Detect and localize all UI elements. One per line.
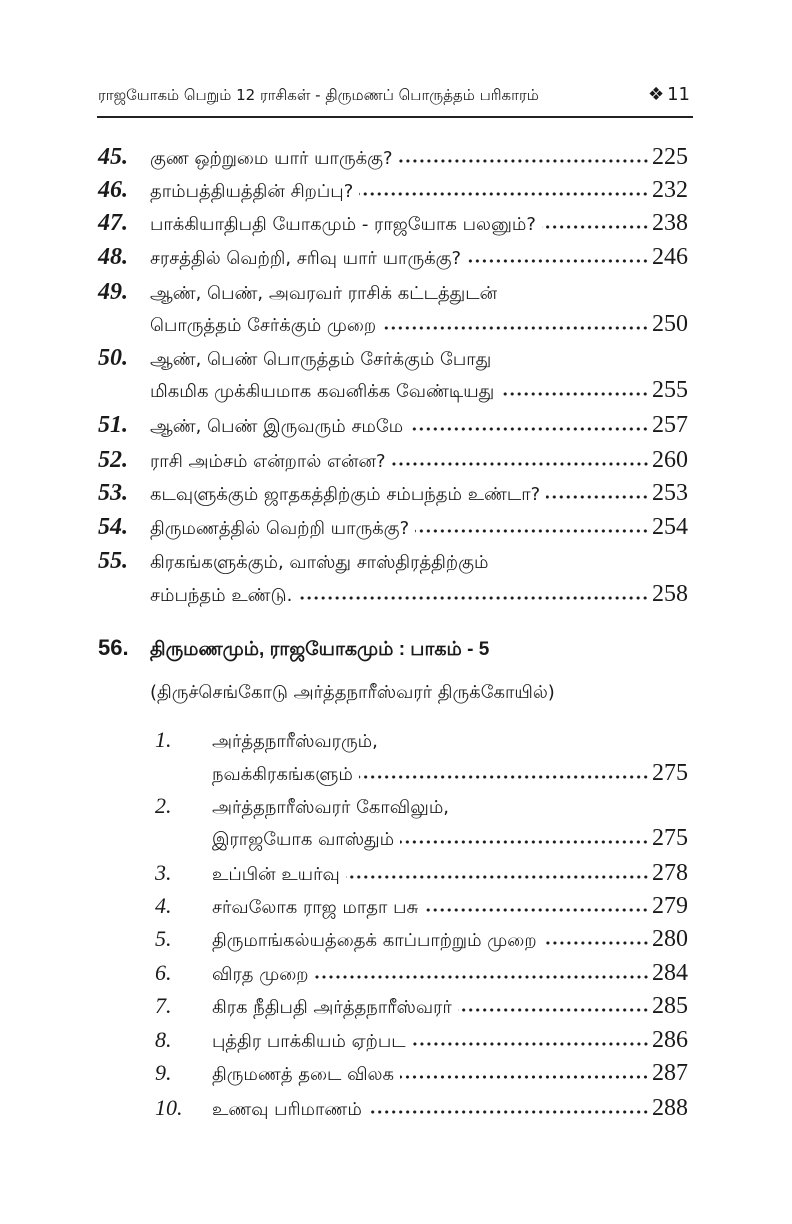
toc-subentry [155,1023,688,1057]
subentry-number: 5. [155,926,172,951]
entry-title: தாம்பத்தியத்தின் சிறப்பு? [150,181,354,202]
subentry-page: 285 [652,993,688,1019]
subentry-number: 9. [155,1060,172,1085]
entry-title: ராசி அம்சம் என்றால் என்ன? [150,451,386,472]
subentry-number: 3. [155,860,172,885]
toc-subentry-continuation [155,756,688,790]
toc-entry [98,275,688,309]
dot-leader [458,1007,649,1013]
subentry-page: 286 [652,1027,688,1053]
subentry-page: 275 [652,760,688,786]
dot-leader [542,224,649,230]
entry-page: 250 [652,311,688,337]
entry-title: ஆண், பெண் இருவரும் சமமே [150,416,404,437]
entry-title: திருமணத்தில் வெற்றி யாருக்கு? [150,518,410,539]
entry-page: 257 [652,412,688,438]
subentry-title: உணவு பரிமாணம் [212,1099,362,1120]
entry-title: ஆண், பெண் பொருத்தம் சேர்க்கும் போது [150,349,492,370]
entry-page: 253 [652,480,688,506]
entry-number: 46. [98,177,128,203]
running-header [98,80,692,110]
dot-leader [399,158,649,164]
toc-entry [98,341,688,375]
subentry-number: 8. [155,1027,172,1052]
entry-number: 49. [98,279,128,305]
subentry-title: கிரக நீதிபதி அர்த்தநாரீஸ்வரர் [212,997,452,1018]
subentry-title: உப்பின் உயர்வு [212,864,340,885]
part-subtitle: (திருச்செங்கோடு அர்த்தநாரீஸ்வரர் திருக்கோயில்) [150,682,555,703]
entry-title: பொருத்தம் சேர்க்கும் முறை [150,315,377,336]
entry-page: 246 [652,244,688,270]
entry-number: 50. [98,345,128,371]
dot-leader [543,940,649,946]
subentry-page: 287 [652,1060,688,1086]
entry-page: 258 [652,581,688,607]
toc-entry [98,476,688,510]
subentry-number: 6. [155,960,172,985]
subentry-title: அர்த்தநாரீஸ்வரர் கோவிலும், [212,797,450,818]
entry-page: 254 [652,514,688,540]
toc-entry-continuation [98,373,688,407]
dot-leader [467,258,649,264]
toc-subentry [155,789,688,823]
dot-leader [415,528,649,534]
entry-page: 255 [652,377,688,403]
toc-subentry [155,1056,688,1090]
toc-entry [98,510,688,544]
toc-subentry [155,889,688,923]
subentry-page: 288 [652,1095,688,1121]
subentry-page: 280 [652,926,688,952]
folio [648,80,690,110]
entry-title: சம்பந்தம் உண்டு. [150,585,293,606]
dot-leader [546,494,649,500]
dot-leader [400,839,649,845]
subentry-title: அர்த்தநாரீஸ்வரரும், [212,731,378,752]
toc-entry [98,173,688,207]
ornament-icon: ❖ [647,84,665,105]
entry-title: ஆண், பெண், அவரவர் ராசிக் கட்டத்துடன் [150,283,498,304]
toc-entry [98,544,688,578]
toc-entry [98,140,688,174]
subentry-title: புத்திர பாக்கியம் ஏற்பட [212,1031,406,1052]
toc-subentry [155,956,688,990]
entry-page: 232 [652,177,688,203]
entry-number: 53. [98,480,128,506]
dot-leader [382,325,649,331]
entry-title: கிரகங்களுக்கும், வாஸ்து சாஸ்திரத்திற்கும் [150,552,489,573]
subentry-number: 7. [155,993,172,1018]
dot-leader [315,974,650,980]
dot-leader [424,907,649,913]
subentry-title: சர்வலோக ராஜ மாதா பசு [212,897,419,918]
dot-leader [500,391,649,397]
entry-title: குண ஒற்றுமை யார் யாருக்கு? [150,148,393,169]
entry-number: 47. [98,210,128,236]
subentry-page: 275 [652,825,688,851]
toc-entry-continuation [98,307,688,341]
toc-subentry [155,922,688,956]
dot-leader [346,874,649,880]
entry-number: 54. [98,514,128,540]
toc-entry [98,408,688,442]
running-header-title: ராஜயோகம் பெறும் 12 ராசிகள் - திருமணப் பொருத்தம் பரிகாரம் [98,86,539,104]
dot-leader [368,1109,649,1115]
subentry-page: 284 [652,960,688,986]
toc-subentry [155,1091,688,1125]
entry-number: 55. [98,548,128,574]
entry-number: 48. [98,244,128,270]
part-title: திருமணமும், ராஜயோகமும் : பாகம் - 5 [150,639,490,660]
part-number: 56. [98,635,129,660]
subentry-title: நவக்கிரகங்களும் [212,764,353,785]
subentry-number: 1. [155,727,172,752]
dot-leader [359,191,649,197]
toc-entry [98,206,688,240]
toc-subentry-continuation [155,821,688,855]
toc-subentry [155,723,688,757]
subentry-title: விரத முறை [212,964,309,985]
toc-entry [98,240,688,274]
dot-leader [412,1041,649,1047]
entry-number: 45. [98,144,128,170]
dot-leader [409,426,649,432]
entry-page: 260 [652,447,688,473]
entry-page: 238 [652,210,688,236]
subentry-title: இராஜயோக வாஸ்தும் [212,829,395,850]
subentry-page: 278 [652,860,688,886]
entry-page: 225 [652,144,688,170]
header-rule [97,116,693,118]
entry-number: 52. [98,447,128,473]
subentry-number: 2. [155,793,172,818]
subentry-number: 4. [155,893,172,918]
entry-title: மிகமிக முக்கியமாக கவனிக்க வேண்டியது [150,381,495,402]
dot-leader [400,1074,649,1080]
dot-leader [392,461,649,467]
folio-number: 11 [667,84,690,105]
subentry-number: 10. [155,1095,183,1120]
entry-title: சரசத்தில் வெற்றி, சரிவு யார் யாருக்கு? [150,248,462,269]
entry-title: பாக்கியாதிபதி யோகமும் - ராஜயோக பலனும்? [150,214,536,235]
toc-entry-continuation [98,577,688,611]
subentry-page: 279 [652,893,688,919]
part-subtitle-row [150,676,688,710]
dot-leader [359,774,649,780]
toc-subentry [155,856,688,890]
subentry-title: திருமாங்கல்யத்தைக் காப்பாற்றும் முறை [212,930,537,951]
toc-entry [98,443,688,477]
part-heading [98,631,688,665]
entry-title: கடவுளுக்கும் ஜாதகத்திற்கும் சம்பந்தம் உண்டா? [150,484,541,505]
subentry-title: திருமணத் தடை விலக [212,1064,395,1085]
toc-subentry [155,989,688,1023]
entry-number: 51. [98,412,128,438]
dot-leader [298,595,649,601]
